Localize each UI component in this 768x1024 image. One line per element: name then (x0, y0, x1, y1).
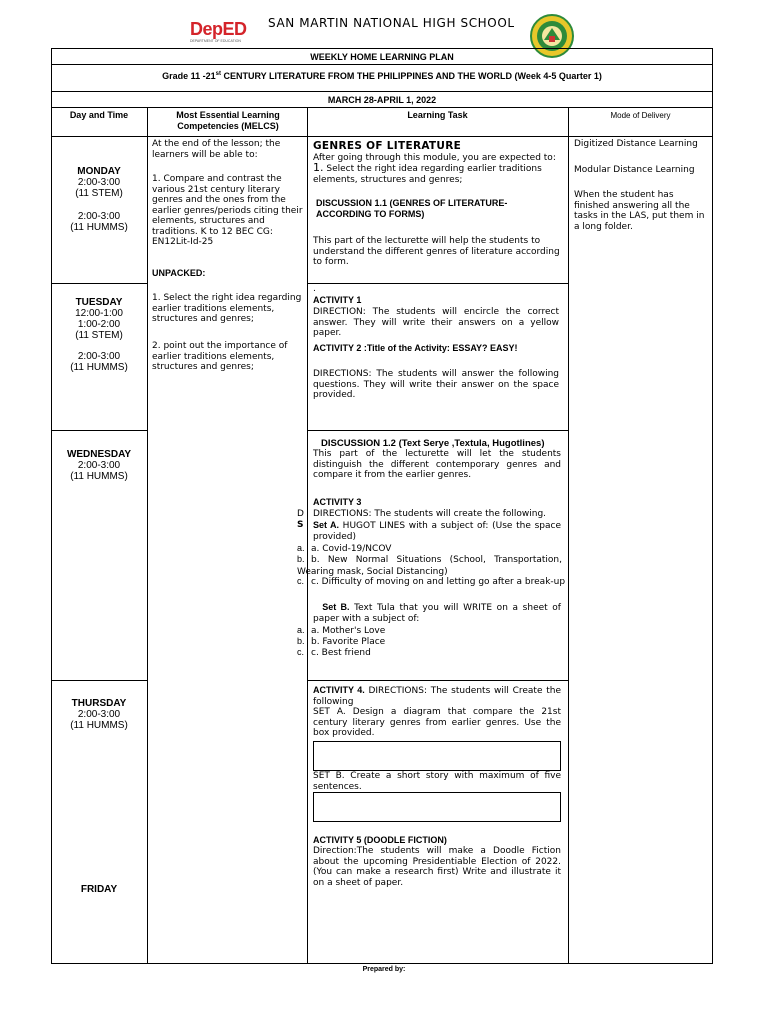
discussion-1-1: DISCUSSION 1.1 (GENRES OF LITERATURE-ACCORDING TO FORMS) (316, 198, 508, 219)
activity-2-title: ACTIVITY 2 :Title of the Activity: ESSAY? EASY! (313, 343, 518, 353)
delivery-note: When the student has finished answering all the tasks in the LAS, put them in a long folder. (574, 190, 705, 232)
activity-5-text: Direction:The students will make a Doodle Fiction about the upcoming Presidentiable Election of 2022. (You can make a research first) Write and illustrate it on a sheet of paper. (313, 846, 561, 888)
date-range: MARCH 28-APRIL 1, 2022 (327, 95, 437, 105)
melcs-unpacked-1: 1. Select the right idea regarding earlier traditions elements, structures and genres; (152, 293, 302, 324)
discussion-1-1-text: This part of the lecturette will help the students to understand the different genres of literature according to form. (313, 236, 560, 267)
school-name: SAN MARTIN NATIONAL HIGH SCHOOL (268, 16, 515, 30)
subject-line: Grade 11 -21st CENTURY LITERATURE FROM THE PHILIPPINES AND THE WORLD (Week 4-5 Quarter 1) (162, 71, 602, 81)
melcs-unpacked-2: 2. point out the importance of earlier traditions elements, structures and genres; (152, 341, 288, 372)
delivery-modular: Modular Distance Learning (574, 165, 695, 175)
set-b: Set B. Text Tula that you will WRITE on a sheet of paper with a subject of: (313, 602, 561, 624)
plan-title: WEEKLY HOME LEARNING PLAN (310, 52, 454, 62)
delivery-digitized: Digitized Distance Learning (574, 139, 698, 149)
discussion-1-2: DISCUSSION 1.2 (Text Serye ,Textula, Hugotlines) (321, 438, 545, 449)
genres-heading: GENRES OF LITERATURE (313, 140, 462, 152)
deped-logo-text: DepED (190, 19, 247, 39)
activity-3-s: S (297, 520, 304, 530)
deped-logo (190, 20, 268, 48)
activity-4-set-b: SET B. Create a short story with maximum of five sentences. (313, 771, 561, 792)
col-header-mode: Mode of Delivery (610, 111, 671, 120)
activity-1-title: ACTIVITY 1 (313, 295, 362, 305)
melcs-item-1: 1. Compare and contrast the various 21st century literary genres and the ones from the earlier genres/periods citing their elements, structures and traditions. K to 12 BEC CG: EN12Lit-Id-25 (152, 174, 303, 247)
set-a-item: c. c. Difficulty of moving on and letting go after a break-up (297, 576, 566, 587)
activity-3-title: ACTIVITY 3 (313, 497, 362, 507)
set-a-item: a. a. Covid-19/NCOV (297, 543, 392, 554)
col-header-day-time: Day and Time (69, 110, 129, 120)
set-a: Set A. HUGOT LINES with a subject of: (Use the space provided) (313, 520, 561, 542)
activity-2-text: DIRECTIONS: The students will answer the following questions. They will write their answer on the space provided. (313, 369, 559, 400)
activity-5-title: ACTIVITY 5 (DOODLE FICTION) (313, 835, 447, 845)
day-monday: MONDAY 2:00-3:00 (11 STEM) 2:00-3:00 (11 HUMMS) (70, 166, 128, 233)
answer-box-story[interactable] (313, 792, 561, 822)
col-header-learning-task: Learning Task (407, 110, 468, 120)
activity-3-text: DIRECTIONS: The students will create the following. (313, 509, 547, 519)
answer-box-diagram[interactable] (313, 741, 561, 771)
prepared-by: Prepared by: (362, 966, 406, 973)
set-b-item: a. a. Mother's Love (297, 625, 386, 636)
melcs-intro: At the end of the lesson; the learners will be able to: (152, 139, 281, 160)
col-header-melcs: Most Essential Learning Competencies (MELCS) (176, 110, 280, 131)
activity-3-d: D (297, 509, 304, 519)
discussion-1-2-text: This part of the lecturette will let the students distinguish the different contemporary genres and compare it from the earlier genres. (313, 449, 561, 480)
dot-text: . (313, 284, 316, 294)
melcs-unpacked: UNPACKED: (152, 268, 206, 278)
activity-4: ACTIVITY 4. DIRECTIONS: The students will Create the following (313, 685, 561, 707)
genres-intro: After going through this module, you are expected to: (313, 153, 556, 163)
genres-item: 1. Select the right idea regarding earlier traditions elements, structures and genres; (313, 161, 542, 185)
set-b-item: c. c. Best friend (297, 647, 371, 658)
plan-table (51, 48, 713, 964)
day-tuesday: TUESDAY 12:00-1:00 1:00-2:00 (11 STEM) 2:00-3:00 (11 HUMMS) (70, 297, 128, 373)
set-b-item: b. b. Favorite Place (297, 636, 386, 647)
set-a-item: b. b. New Normal Situations (School, Transportation, Wearing mask, Social Distancing) (297, 554, 562, 577)
activity-4-set-a: SET A. Design a diagram that compare the 21st century literary genres from earlier genres. Use the box provided. (313, 707, 561, 738)
day-wednesday: WEDNESDAY 2:00-3:00 (11 HUMMS) (66, 449, 132, 482)
activity-1-text: DIRECTION: The students will encircle the correct answer. They will write their answers on a yellow paper. (313, 307, 559, 338)
day-friday: FRIDAY (80, 884, 118, 895)
deped-logo-subtext: DEPARTMENT OF EDUCATION (190, 39, 241, 43)
day-thursday: THURSDAY 2:00-3:00 (11 HUMMS) (70, 698, 128, 731)
